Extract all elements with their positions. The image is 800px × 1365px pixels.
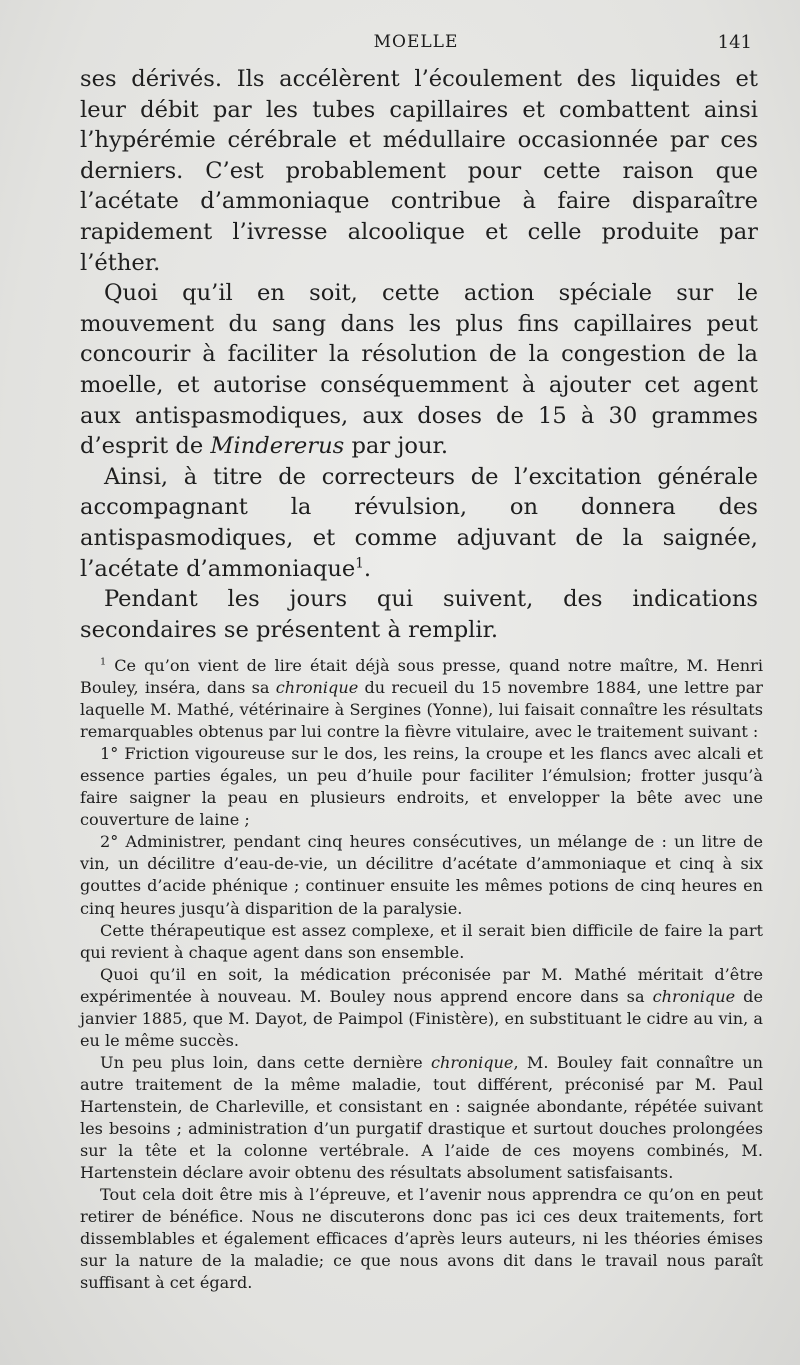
paragraph-2-text-a: Quoi qu’il en soit, cette action spéciale sur le mouvement du sang dans les plus fins capillaires peut concourir à faciliter la résolution de la congestion de la moelle, et autorise conséquemment à ajouter cet agent aux antispasmodiques, aux doses de 15 à 30 grammes d’esprit de (80, 280, 758, 460)
paragraph-3 (80, 462, 758, 584)
chronique-italic-1: chronique (275, 678, 359, 698)
footnote-para-4-text: Cette thérapeutique est assez complexe, et il serait bien difficile de faire la part qui revient à chaque agent dans son ensemble. (80, 920, 763, 962)
paragraph-1 (80, 64, 758, 278)
footnote-para-1-text-a: Ce qu’on vient de lire était déjà sous presse, quand notre maître, M. Henri Bouley, inséra, dans sa (80, 656, 763, 698)
paragraph-1-text: ses dérivés. Ils accélèrent l’écoulement des liquides et leur débit par les tubes capillaires et combattent ainsi l’hypérémie cérébrale et médullaire occasionnée par ces derniers. C’est probablement pour cette raison que l’acétate d’ammoniaque contribue à faire disparaître rapidement l’ivresse alcoolique et celle produite par l’éther. (80, 66, 758, 276)
page-header (80, 32, 752, 58)
footnote-para-4 (80, 920, 763, 964)
footnote-para-3 (80, 831, 763, 919)
running-title: MOELLE (373, 32, 459, 52)
paragraph-2-text-b: par jour. (344, 433, 449, 460)
footnote-para-1 (80, 655, 763, 743)
page-number: 141 (717, 32, 752, 53)
footnote-para-7-text: Tout cela doit être mis à l’épreuve, et l’avenir nous apprendra ce qu’on en peut retirer de bénéfice. Nous ne discuterons donc pas ici ces deux traitements, fort dissemblables et également efficaces d’après leurs auteurs, ni les théories émises sur la nature de la maladie; ce que nous avons dit dans le travail nous paraît suffisant à cet égard. (80, 1185, 763, 1293)
footnote-para-3-text: 2° Administrer, pendant cinq heures consécutives, un mélange de : un litre de vin, un décilitre d’eau-de-vie, un décilitre d’acétate d’ammoniaque et cinq à six gouttes d’acide phénique ; continuer ensuite les mêmes potions de cinq heures en cinq heures jusqu’à disparition de la paralysie. (80, 832, 763, 918)
main-text (80, 64, 758, 645)
paragraph-3-text-a: Ainsi, à titre de correcteurs de l’excitation générale accompagnant la révulsion, on donnera des antispasmodiques, et comme adjuvant de la saignée, l’acétate d’ammoniaque (80, 463, 758, 582)
footnote-reference: 1 (355, 554, 364, 571)
footnote-para-5-text-a: Quoi qu’il en soit, la médication préconisée par M. Mathé méritait d’être expérimentée à nouveau. M. Bouley nous apprend encore dans sa (80, 964, 763, 1006)
mindererus-italic: Mindererus (210, 433, 345, 460)
paragraph-4-text: Pendant les jours qui suivent, des indications secondaires se présentent à remplir. (80, 586, 758, 643)
footnote-marker: 1 (100, 656, 107, 668)
footnote-para-5 (80, 964, 763, 1052)
chronique-italic-2: chronique (652, 986, 736, 1006)
chronique-italic-3: chronique (430, 1052, 514, 1072)
footnote-block (80, 655, 763, 1294)
footnote-para-5-text-b: de janvier 1885, que M. Dayot, de Paimpol (Finistère), en substituant le cidre au vin, a eu le même succès. (80, 986, 763, 1050)
paragraph-4 (80, 584, 758, 645)
footnote-para-2-text: 1° Friction vigoureuse sur le dos, les reins, la croupe et les flancs avec alcali et essence parties égales, un peu d’huile pour faciliter l’émulsion; frotter jusqu’à faire saigner la peau en plusieurs endroits, et envelopper la bête avec une couverture de laine ; (80, 744, 763, 830)
footnote-para-1-text-b: du recueil du 15 novembre 1884, une lettre par laquelle M. Mathé, vétérinaire à Sergines (Yonne), lui faisait connaître les résultats remarquables obtenus par lui contre la fièvre vitulaire, avec le traitement suivant : (80, 678, 763, 742)
paragraph-2 (80, 278, 758, 462)
footnote-para-6 (80, 1052, 763, 1184)
footnote-para-6-text-a: Un peu plus loin, dans cette dernière (100, 1052, 431, 1072)
footnote-para-6-text-b: , M. Bouley fait connaître un autre traitement de la même maladie, tout différent, préconisé par M. Paul Hartenstein, de Charleville, et consistant en : saignée abondante, répétée suivant les besoins ; administration d’un purgatif drastique et surtout douches prolongées sur la tête et la colonne vertébrale. A l’aide de ces moyens combinés, M. Hartenstein déclare avoir obtenu des résultats absolument satisfaisants. (80, 1052, 763, 1183)
paragraph-3-text-b: . (363, 555, 372, 582)
footnote-para-7 (80, 1184, 763, 1294)
footnote-para-2 (80, 743, 763, 831)
